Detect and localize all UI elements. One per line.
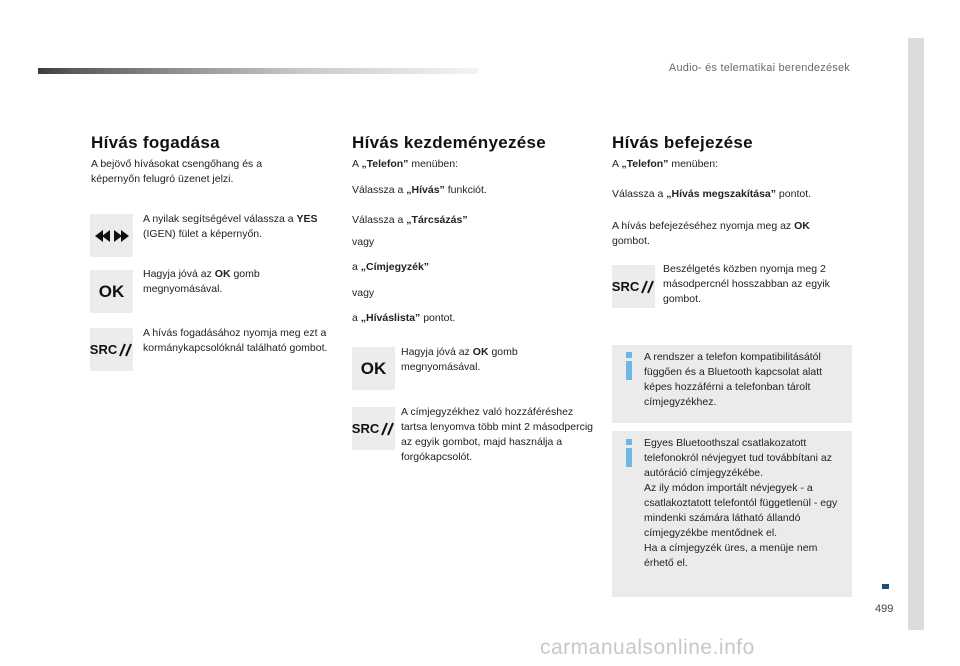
ok-label-2: OK: [472, 346, 489, 358]
receive-intro: A bejövő hívásokat csengőhang és a képernyőn felugró üzenet jelzi.: [91, 158, 263, 185]
section-title-receive-call: Hívás fogadása: [91, 133, 220, 152]
src-label: SRC: [89, 342, 118, 357]
make-line2-a: Válassza a: [352, 184, 407, 196]
info-text-1: A rendszer a telefon kompatibilitásától függően és a Bluetooth kapcsolat alatt képes hozzáférni a telefonban tárolt címjegyzékhez.: [644, 351, 823, 408]
arrows-icon-box: [90, 214, 133, 257]
slash-phone-icon: [379, 422, 395, 436]
info-text-2a: Egyes Bluetoothszal csatlakozatott telefonokról névjegyet tud továbbítani az autóráció címjegyzékébe.: [644, 437, 832, 479]
src-icon-box-3: [612, 265, 655, 308]
page-number: 499: [875, 603, 894, 615]
end-line3-a: A hívás befejezéséhez nyomja meg az: [612, 220, 795, 232]
receive-step3: A hívás fogadásához nyomja meg ezt a kormánykapcsolóknál található gombot.: [143, 327, 328, 354]
end-line1-c: menüben:: [668, 158, 719, 170]
side-strip: [908, 38, 924, 630]
make-line1-a: A: [352, 158, 362, 170]
src-icon-box: [90, 328, 133, 371]
page-header-title: Audio- és telematikai berendezések: [668, 62, 850, 74]
src-label-3: SRC: [611, 279, 640, 294]
make-step-ok-c: gomb megnyomásával.: [401, 346, 518, 373]
make-step-ok-a: Hagyja jóvá az: [401, 346, 473, 358]
end-step-src: Beszélgetés közben nyomja meg 2 másodpercnél hosszabban az egyik gombot.: [663, 263, 830, 305]
yes-label: YES: [296, 213, 318, 225]
src-icon-box-2: [352, 407, 395, 450]
ok-label-3: OK: [794, 220, 810, 232]
make-line3-a: Válassza a: [352, 214, 407, 226]
watermark: carmanualsonline.info: [540, 636, 755, 659]
page-number-marker: [882, 584, 889, 589]
slash-phone-icon: [117, 343, 133, 357]
end-line3: [612, 219, 837, 249]
end-line1-a: A: [612, 158, 622, 170]
header-gradient-bar: [38, 68, 478, 74]
telefon-menu-label-2: „Telefon”: [621, 158, 669, 170]
src-phone-steering-icon: [90, 342, 133, 357]
end-line2-c: pontot.: [776, 188, 812, 200]
receive-step1: [143, 212, 328, 242]
info-text-2c: Ha a címjegyzék üres, a menüje nem érhető el.: [644, 542, 818, 569]
make-line5-c: pontot.: [420, 312, 456, 324]
ok-icon-box-2: [352, 347, 395, 390]
hivas-megszakitasa-label: „Hívás megszakítása”: [666, 188, 777, 200]
receive-step1-text-end: (IGEN) fület a képernyőn.: [143, 228, 263, 240]
receive-step2-text: Hagyja jóvá az: [143, 268, 215, 280]
info-text-2: [644, 436, 849, 571]
info-box-2: [612, 431, 852, 597]
make-line5: [352, 311, 455, 326]
src-label-2: SRC: [351, 421, 380, 436]
src-phone-steering-icon: [612, 279, 655, 294]
ok-icon-box: [90, 270, 133, 313]
make-line2: [352, 183, 487, 198]
make-step-src: A címjegyzékhez való hozzáféréshez tartsa lenyomva több mint 2 másodpercig az egyik gombot, majd használja a forgókapcsolót.: [401, 406, 594, 463]
info-icon: [625, 352, 633, 380]
section-title-end-call: Hívás befejezése: [612, 133, 753, 152]
make-line2-c: funkciót.: [444, 184, 487, 196]
left-right-arrows-icon: [94, 229, 130, 243]
end-line2-a: Válassza a: [612, 188, 667, 200]
ok-button-icon: OK: [98, 281, 125, 301]
make-or1: vagy: [352, 236, 375, 248]
src-phone-steering-icon: [352, 421, 395, 436]
make-line5-a: a: [352, 312, 361, 324]
section-title-make-call: Hívás kezdeményezése: [352, 133, 547, 152]
hivas-label: „Hívás”: [406, 184, 445, 196]
make-or2: vagy: [352, 287, 375, 299]
end-line1: [612, 157, 718, 172]
info-icon: [625, 439, 633, 467]
make-line4: [352, 260, 429, 275]
make-line1-c: menüben:: [408, 158, 459, 170]
make-line4-a: a: [352, 261, 361, 273]
ok-label: OK: [214, 268, 231, 280]
make-line1: [352, 157, 458, 172]
make-step-ok: [401, 345, 581, 375]
ok-button-icon: OK: [360, 358, 387, 378]
receive-step2: [143, 267, 328, 297]
end-line3-c: gombot.: [612, 235, 650, 247]
make-line3: [352, 213, 468, 228]
info-box-1: [612, 345, 852, 423]
receive-step2-text-end: gomb megnyomásával.: [143, 268, 260, 295]
info-text-2b: Az ily módon importált névjegyek - a csatlakoztatott telefontól függetlenül - egy mindenki számára látható állandó címjegyzékbe mentődnek el.: [644, 482, 838, 539]
cimjegyzek-label: „Címjegyzék”: [360, 261, 430, 273]
slash-phone-icon: [639, 280, 655, 294]
telefon-menu-label: „Telefon”: [361, 158, 409, 170]
hivaslista-label: „Híváslista”: [360, 312, 421, 324]
tarcsazas-label: „Tárcsázás”: [406, 214, 468, 226]
end-line2: [612, 187, 811, 202]
receive-step1-text: A nyilak segítségével válassza a: [143, 213, 297, 225]
